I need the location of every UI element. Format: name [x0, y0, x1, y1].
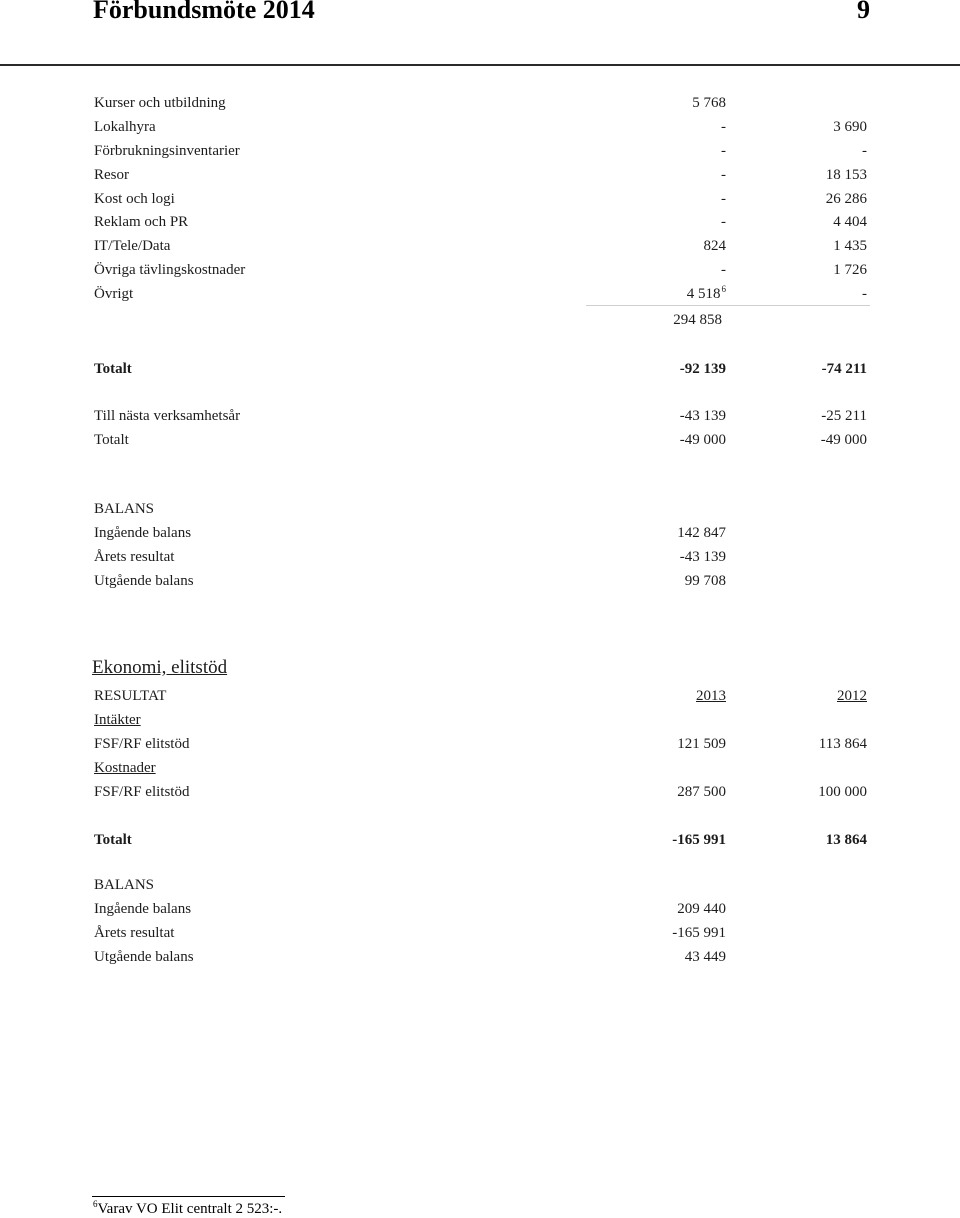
- row-label: Kurser och utbildning: [94, 95, 226, 111]
- row-value-col2: -: [862, 143, 867, 159]
- row-label: Totalt: [94, 361, 132, 377]
- page-title: Förbundsmöte 2014: [93, 0, 315, 24]
- row-label: Till nästa verksamhetsår: [94, 408, 241, 424]
- year-column-2: 2012: [837, 688, 867, 704]
- row-value-col1: -165 991: [672, 925, 726, 941]
- row-value-col2: -74 211: [821, 361, 867, 377]
- row-label: Utgående balans: [94, 573, 194, 589]
- total-row: [94, 828, 867, 852]
- income-heading: Intäkter: [94, 712, 141, 728]
- row-value-col2: 13 864: [825, 832, 867, 848]
- row-value-col2: 26 286: [825, 191, 867, 207]
- row-value-col2: 4 404: [833, 214, 867, 230]
- balance-row: [94, 921, 867, 945]
- row-label: FSF/RF elitstöd: [94, 736, 190, 752]
- row-label: Lokalhyra: [94, 119, 156, 135]
- footnote-marker: 6: [93, 1199, 98, 1209]
- row-label: Resor: [94, 167, 129, 183]
- row-value-col1: -: [721, 143, 726, 159]
- row-value-col2: -49 000: [820, 432, 867, 448]
- row-label: FSF/RF elitstöd: [94, 784, 190, 800]
- row-value-col2: 1 435: [833, 238, 867, 254]
- cost-heading-row: [94, 756, 867, 780]
- balance-row: [94, 545, 867, 569]
- total-row: [94, 357, 867, 381]
- result-header-row: [94, 684, 867, 708]
- cost-row: [94, 139, 867, 163]
- cost-heading: Kostnader: [94, 760, 156, 776]
- row-value-col1: [687, 282, 726, 306]
- row-value-col1: 99 708: [684, 573, 726, 589]
- row-label: Utgående balans: [94, 949, 194, 965]
- row-label: Årets resultat: [94, 925, 175, 941]
- cost-row: [94, 780, 867, 804]
- row-label: Övrigt: [94, 286, 134, 302]
- row-value-col2: 18 153: [825, 167, 867, 183]
- page-number: 9: [857, 0, 870, 24]
- balance-row: [94, 945, 867, 969]
- balance-heading: [94, 497, 867, 521]
- cost-row: [94, 91, 867, 115]
- row-label: Ingående balans: [94, 901, 192, 917]
- cost-row: [94, 115, 867, 139]
- row-value-col1: 142 847: [677, 525, 726, 541]
- subtotal-rule: [586, 305, 870, 306]
- row-value-col1: -: [721, 167, 726, 183]
- row-value-col1: -43 139: [679, 549, 726, 565]
- row-value-col1: -: [721, 191, 726, 207]
- row-value-col2: 3 690: [833, 119, 867, 135]
- income-row: [94, 732, 867, 756]
- row-value-col1: 43 449: [684, 949, 726, 965]
- row-value-col2: 113 864: [818, 736, 867, 752]
- year-column-1: 2013: [696, 688, 726, 704]
- footnote-text: Varav VO Elit centralt 2 523:-.: [97, 1201, 283, 1217]
- row-value-col1: -49 000: [679, 432, 726, 448]
- row-value-col2: 100 000: [818, 784, 867, 800]
- row-label: BALANS: [94, 877, 155, 893]
- cost-row: [94, 234, 867, 258]
- balance-row: [94, 897, 867, 921]
- row-value-col2: -25 211: [821, 408, 867, 424]
- footnote-rule: [92, 1196, 285, 1197]
- header-rule: [0, 64, 960, 66]
- cost-row: [94, 163, 867, 187]
- carry-row: [94, 428, 867, 452]
- result-heading: RESULTAT: [94, 688, 167, 704]
- row-value-col2: -: [862, 286, 867, 302]
- row-label: BALANS: [94, 501, 155, 517]
- subtotal-value: 294 858: [673, 312, 722, 328]
- row-value-col1: -43 139: [679, 408, 726, 424]
- row-label: Ingående balans: [94, 525, 192, 541]
- row-label: Årets resultat: [94, 549, 175, 565]
- row-value-col1: 287 500: [677, 784, 726, 800]
- income-heading-row: [94, 708, 867, 732]
- cost-row: [94, 210, 867, 234]
- footnote: [92, 1201, 282, 1217]
- row-value-col1: 5 768: [692, 95, 726, 111]
- cost-row: [94, 187, 867, 211]
- row-label: Kost och logi: [94, 191, 175, 207]
- row-value-col1: -: [721, 119, 726, 135]
- row-value-number: 4 518: [686, 286, 721, 302]
- row-value-col1: -165 991: [672, 832, 726, 848]
- section-title: Ekonomi, elitstöd: [92, 657, 228, 678]
- cost-row: [94, 282, 867, 306]
- cost-row: [94, 258, 867, 282]
- row-value-col1: -: [721, 214, 726, 230]
- row-label: Totalt: [94, 832, 132, 848]
- subtotal-row: [94, 308, 867, 332]
- row-label: Totalt: [94, 432, 129, 448]
- balance-row: [94, 569, 867, 593]
- row-value-col1: -92 139: [679, 361, 726, 377]
- carry-row: [94, 404, 867, 428]
- row-value-col1: -: [721, 262, 726, 278]
- row-value-col1: 209 440: [677, 901, 726, 917]
- row-label: Reklam och PR: [94, 214, 189, 230]
- row-value-col2: 1 726: [833, 262, 867, 278]
- row-value-col1: 824: [703, 238, 726, 254]
- row-label: Förbrukningsinventarier: [94, 143, 240, 159]
- row-label: IT/Tele/Data: [94, 238, 171, 254]
- row-value-col1: 121 509: [677, 736, 726, 752]
- balance-row: [94, 521, 867, 545]
- balance-heading: [94, 873, 867, 897]
- footnote-reference: 6: [721, 284, 726, 294]
- row-label: Övriga tävlingskostnader: [94, 262, 246, 278]
